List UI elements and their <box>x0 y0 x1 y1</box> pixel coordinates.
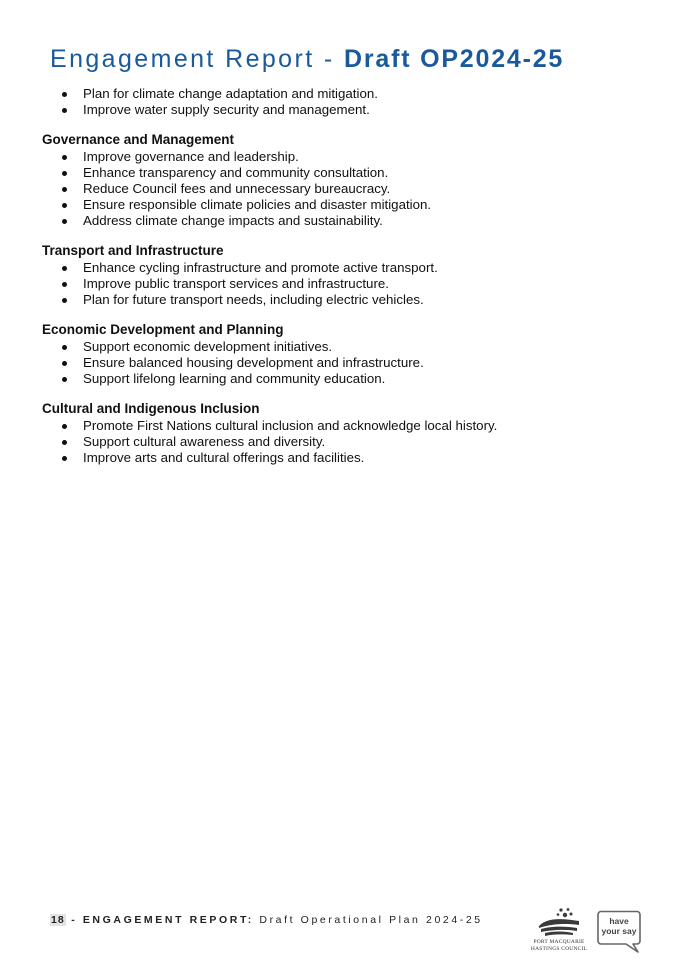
list-item-text: Improve public transport services and infrastructure. <box>83 276 389 291</box>
list-item <box>42 339 642 355</box>
page-title-regular: Engagement Report - <box>50 44 344 73</box>
list-item <box>42 434 642 450</box>
list-item-text: Improve water supply security and management. <box>83 102 370 117</box>
report-content <box>42 86 642 480</box>
council-name-line2: HASTINGS COUNCIL <box>530 945 588 952</box>
section-heading: Cultural and Indigenous Inclusion <box>42 401 260 416</box>
list-item-text: Enhance transparency and community consultation. <box>83 165 389 180</box>
bullet-icon <box>62 456 67 461</box>
section-environment-continued <box>42 86 642 118</box>
have-your-say-line1: have <box>609 916 629 926</box>
council-logo <box>525 906 593 958</box>
have-your-say-line2: your say <box>601 925 637 936</box>
bullet-icon <box>62 187 67 192</box>
list-item-text: Enhance cycling infrastructure and promote active transport. <box>83 260 438 275</box>
list-item-text: Support economic development initiatives. <box>83 339 333 354</box>
bullet-icon <box>62 203 67 208</box>
list-item <box>42 102 642 118</box>
list-item-text: Support lifelong learning and community education. <box>83 371 386 386</box>
list-item <box>42 165 642 181</box>
list-item-text: Promote First Nations cultural inclusion and acknowledge local history. <box>83 418 498 433</box>
list-item <box>42 181 642 197</box>
list-item-text: Plan for climate change adaptation and mitigation. <box>83 86 378 101</box>
page-title-bold: Draft OP2024-25 <box>343 44 565 73</box>
page-number: 18 <box>51 914 65 926</box>
list-item <box>42 371 642 387</box>
bullet-icon <box>62 377 67 382</box>
bullet-icon <box>62 266 67 271</box>
bullet-icon <box>62 440 67 445</box>
list-item <box>42 213 642 229</box>
list-item-text: Improve arts and cultural offerings and facilities. <box>83 450 365 465</box>
list-item-text: Support cultural awareness and diversity. <box>83 434 326 449</box>
list-item-text: Reduce Council fees and unnecessary bureaucracy. <box>83 181 391 196</box>
section-cultural <box>42 401 642 466</box>
list-item-text: Address climate change impacts and sustainability. <box>83 213 383 228</box>
list-item-text: Plan for future transport needs, including electric vehicles. <box>83 292 424 307</box>
list-item <box>42 260 642 276</box>
bullet-icon <box>62 171 67 176</box>
list-item <box>42 355 642 371</box>
list-item-text: Improve governance and leadership. <box>83 149 299 164</box>
bullet-icon <box>62 219 67 224</box>
section-heading: Economic Development and Planning <box>42 322 284 337</box>
section-heading: Transport and Infrastructure <box>42 243 224 258</box>
list-item <box>42 450 642 466</box>
bullet-icon <box>62 155 67 160</box>
bullet-list <box>42 260 642 308</box>
bullet-list <box>42 149 642 229</box>
have-your-say-text <box>600 917 638 936</box>
bullet-icon <box>62 108 67 113</box>
bullet-list <box>42 339 642 387</box>
bullet-icon <box>62 361 67 366</box>
list-item <box>42 292 642 308</box>
council-name-line1: PORT MACQUARIE <box>533 939 585 945</box>
bullet-icon <box>62 424 67 429</box>
council-emblem-icon <box>537 906 581 938</box>
footer-document-name: Draft Operational Plan 2024-25 <box>253 914 483 926</box>
list-item <box>42 86 642 102</box>
have-your-say-logo <box>597 910 643 954</box>
list-item-text: Ensure balanced housing development and infrastructure. <box>83 355 424 370</box>
bullet-icon <box>62 345 67 350</box>
list-item <box>42 418 642 434</box>
list-item-text: Ensure responsible climate policies and disaster mitigation. <box>83 197 432 212</box>
section-heading: Governance and Management <box>42 132 235 147</box>
list-item <box>42 276 642 292</box>
list-item <box>42 149 642 165</box>
page-title <box>50 45 564 74</box>
bullet-icon <box>62 282 67 287</box>
section-governance <box>42 132 642 229</box>
council-logo-text <box>525 939 593 952</box>
bullet-icon <box>62 92 67 97</box>
footer-separator: - <box>65 914 83 926</box>
footer-report-label: ENGAGEMENT REPORT: <box>82 914 254 926</box>
section-transport <box>42 243 642 308</box>
page-footer <box>50 914 483 926</box>
bullet-icon <box>62 298 67 303</box>
bullet-list <box>42 418 642 466</box>
section-economic <box>42 322 642 387</box>
bullet-list <box>42 86 642 118</box>
list-item <box>42 197 642 213</box>
